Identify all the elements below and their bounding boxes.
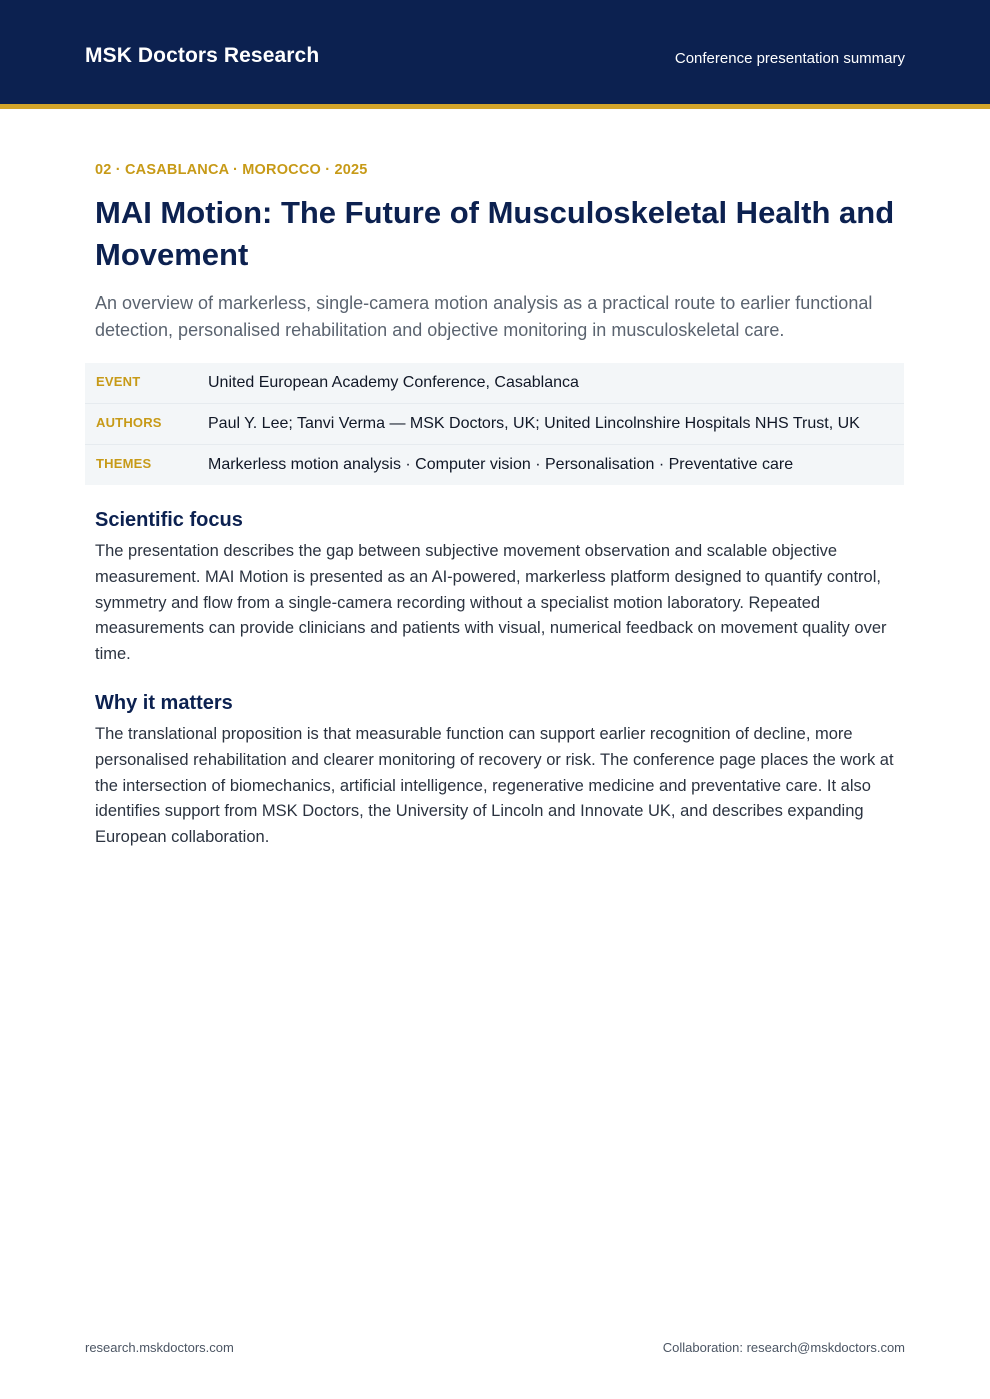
metadata-label: EVENT — [96, 374, 141, 389]
section-body: The translational proposition is that measurable function can support earlier recognition of decline, more personalised rehabilitation and clearer monitoring of recovery or risk. The conference page places the work at the intersection of biomechanics, artificial intelligence, regenerative medicine and preventative care. It also identifies support from MSK Doctors, the University of Lincoln and Innovate UK, and describes expanding European collaboration. — [95, 724, 894, 847]
metadata-row-event — [85, 363, 904, 404]
metadata-table — [85, 363, 904, 485]
footer-contact[interactable]: Collaboration: research@mskdoctors.com — [662, 1340, 905, 1355]
metadata-value: Paul Y. Lee; Tanvi Verma — MSK Doctors, UK; United Lincolnshire Hospitals NHS Trust, UK — [208, 415, 860, 432]
section-why-it-matters — [95, 690, 905, 851]
section-heading: Why it matters — [95, 691, 233, 714]
page-title: MAI Motion: The Future of Musculoskeletal Health and Movement — [95, 195, 895, 272]
metadata-label: AUTHORS — [96, 415, 162, 430]
metadata-row-themes — [85, 445, 904, 485]
metadata-label: THEMES — [96, 456, 152, 471]
page-subtitle: An overview of markerless, single-camera motion analysis as a practical route to earlier functional detection, personalised rehabilitation and objective monitoring in musculoskeletal care. — [95, 293, 873, 340]
section-scientific-focus — [95, 507, 905, 668]
brand-name: MSK Doctors Research — [85, 44, 320, 67]
metadata-row-authors — [85, 404, 904, 445]
metadata-value: United European Academy Conference, Casablanca — [208, 374, 579, 391]
section-body: The presentation describes the gap between subjective movement observation and scalable objective measurement. MAI Motion is presented as an AI-powered, markerless platform designed to quantify control, symmetry and flow from a single-camera recording without a specialist motion laboratory. Repeated measurements can provide clinicians and patients with visual, numerical feedback on movement quality over time. — [95, 542, 887, 664]
article-eyebrow: 02 · CASABLANCA · MOROCCO · 2025 — [95, 162, 368, 178]
header-tagline: Conference presentation summary — [674, 50, 905, 67]
footer-website-link[interactable]: research.mskdoctors.com — [85, 1340, 234, 1355]
metadata-value: Markerless motion analysis · Computer vision · Personalisation · Preventative care — [208, 456, 794, 473]
page-header — [0, 0, 990, 109]
main-content — [95, 162, 905, 851]
section-heading: Scientific focus — [95, 509, 243, 531]
